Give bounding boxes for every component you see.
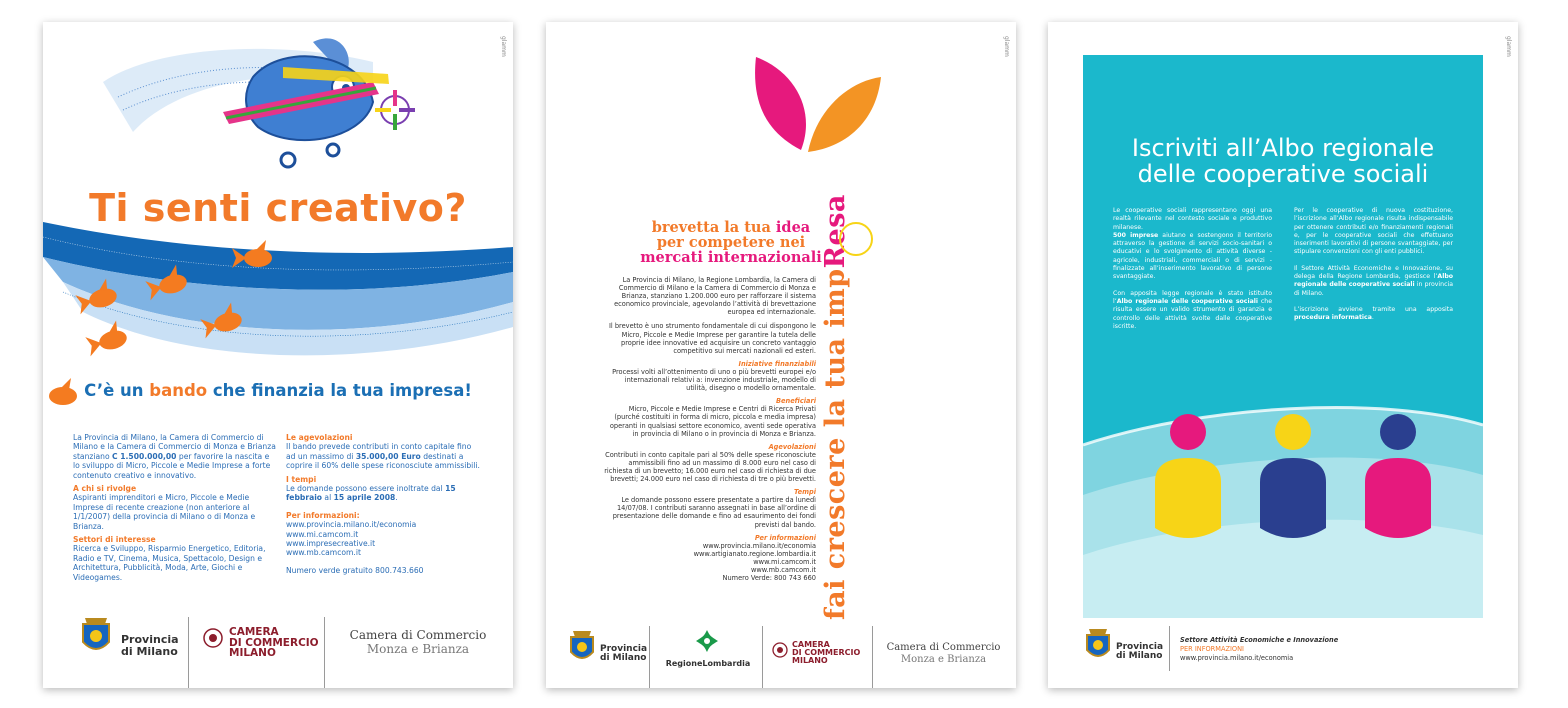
col1-p1: Le cooperative sociali rappresentano oggi una realtà rilevante nel contesto sociale e produttivo milanese.	[1113, 207, 1272, 231]
heading-info: Per informazioni:	[286, 510, 360, 520]
poster-brevetta	[546, 22, 1016, 688]
logo-camera-text: CAMERA DI COMMERCIO MILANO	[792, 640, 861, 665]
poster2-body	[604, 276, 816, 582]
link-mb-camcom[interactable]: www.mb.camcom.it	[286, 548, 361, 558]
link-mi-camcom[interactable]: www.mi.camcom.it	[286, 529, 359, 539]
logo-camera-text: CAMERA DI COMMERCIO MILANO	[229, 626, 319, 659]
link-provincia[interactable]: www.provincia.milano.it/economia	[702, 541, 816, 550]
link-mb-camcom[interactable]: www.mb.camcom.it	[750, 566, 816, 574]
text-iniziative: Processi volti all’ottenimento di uno o più brevetti europei e/o internazionali relativi a: invenzione industriale, modello di utilità, disegno o modello ornamentale.	[612, 367, 816, 393]
coat-of-arms-icon	[568, 630, 596, 664]
person-figure-icon	[1155, 414, 1221, 538]
person-figure-icon	[1260, 414, 1326, 538]
teal-panel	[1083, 55, 1483, 618]
poster3-title: Iscriviti all’Albo regionale delle cooperative sociali	[1131, 134, 1435, 188]
logo-provincia-text: Provincia di Milano	[600, 644, 648, 664]
poster3-left-column	[1113, 207, 1272, 331]
poster1-left-column	[73, 433, 278, 582]
corner-credit: glamm	[500, 36, 507, 57]
footer-link[interactable]: www.provincia.milano.it/economia	[1180, 654, 1294, 662]
link-regione[interactable]: www.artigianato.regione.lombardia.it	[693, 549, 816, 558]
text-agevolazioni: Il bando prevede contributi in conto capitale fino ad un massimo di 35.000,00 Euro destinati a coprire il 60% delle spese riconosciute ammissibili.	[286, 442, 480, 471]
text-agevolazioni: Contributi in conto capitale pari al 50% delle spese riconosciute ammissibili fino ad un massimo di 8.000 euro nel caso di richiesta di un brevetto; 16.000 euro nel caso di richiesta di due brevetti; 24.000 euro nel caso di richiesta di tre o più brevetti.	[604, 450, 816, 484]
logo-provincia-text: Provincia di Milano	[1116, 642, 1164, 662]
numero-verde: Numero Verde: 800 743 660	[722, 574, 816, 583]
heading-iniziative: Iniziative finanziabili	[738, 359, 816, 368]
text-tempi: Le domande possono essere presentate a partire da lunedì 14/07/08. I contributi saranno assegnati in base all’ordine di presentazione delle domande e fino ad esaurimento dei fondi previsti dal bando.	[612, 496, 816, 529]
poster1-subtitle: C’è un bando che finanzia la tua impresa!	[84, 381, 472, 400]
numero-verde: Numero verde gratuito 800.743.660	[286, 565, 424, 575]
person-figures	[1143, 410, 1443, 550]
link-provincia[interactable]: www.provincia.milano.it/economia	[286, 520, 417, 530]
heading-agevolazioni: Agevolazioni	[768, 442, 816, 451]
corner-credit: glamm	[1505, 36, 1512, 57]
coat-of-arms-icon	[79, 616, 113, 656]
heading-beneficiari: Beneficiari	[776, 397, 816, 406]
poster-albo-cooperative	[1048, 22, 1518, 688]
heading-tempi: Tempi	[794, 488, 816, 497]
sprout-leaf-icon	[746, 42, 886, 162]
corner-credit: glamm	[1003, 36, 1010, 57]
lombardia-rose-icon	[694, 628, 720, 654]
heading-info: Per informazioni	[754, 533, 816, 542]
logo-mb-text: Camera di Commercio Monza e Brianza	[886, 642, 1001, 665]
poster1-right-column	[286, 433, 482, 575]
poster-creativo	[43, 22, 513, 688]
logo-regione-text: RegioneLombardia	[665, 659, 751, 668]
logo-mb-text: Camera di Commercio Monza e Brianza	[349, 628, 487, 656]
text-settori: Ricerca e Sviluppo, Risparmio Energetico, Editoria, Radio e TV, Cinema, Musica, Spettacolo, Design e Architettura, Pubblicità, Moda, Arte, Giochi e Videogames.	[73, 544, 266, 582]
col2-p2: Il Settore Attività Economiche e Innovazione, su delega della Regione Lombardia, gestisce l’Albo regionale delle cooperative sociali in provincia di Milano.	[1294, 264, 1453, 297]
intro-text: La Provincia di Milano, la Camera di Commercio di Milano e la Camera di Commercio di Monza e Brianza stanziano C 1.500.000,00 per favorire la nascita e lo sviluppo di Micro, Piccole e Medie Imprese a forte contenuto creativo e innovativo.	[73, 433, 276, 480]
coat-of-arms-icon	[1084, 628, 1112, 662]
text-tempi: Le domande possono essere inoltrate dal 15 febbraio al 15 aprile 2008.	[286, 484, 456, 503]
col1-p3: Con apposita legge regionale è stato istituito l’Albo regionale delle cooperative sociali che risulta essere un valido strumento di garanzia e controllo delle attività svolte dalle cooperative iscritte.	[1113, 289, 1273, 330]
text-beneficiari: Micro, Piccole e Medie Imprese e Centri di Ricerca Privati (purché costituiti in forma di micro, piccola e media impresa) operanti in qualsiasi settore economico, aventi sede operativa in provincia di Milano o in provincia di Monza e Brianza.	[609, 405, 816, 438]
person-figure-icon	[1365, 414, 1431, 538]
col2-p1: Per le cooperative di nuova costituzione, l’iscrizione all’Albo regionale risulta indispensabile per ottenere contributi e/o finanziamenti regionali e, per le cooperative sociali che effettuano inserimenti lavorativi di persone svantaggiate, per stipulare convenzioni con gli enti pubblici.	[1294, 207, 1453, 256]
footer-info-label: PER INFORMAZIONI	[1180, 645, 1244, 653]
poster3-footer	[1180, 636, 1338, 663]
link-mi-camcom[interactable]: www.mi.camcom.it	[753, 557, 816, 566]
heading-agevolazioni: Le agevolazioni	[286, 433, 353, 442]
heading-settori: Settori di interesse	[73, 535, 156, 545]
camera-seal-icon	[772, 642, 788, 658]
poster2-headline: brevetta la tua idea per competere nei mercati internazionali	[640, 219, 822, 266]
poster1-title: Ti senti creativo?	[89, 186, 467, 230]
heading-a-chi: A chi si rivolge	[73, 484, 137, 494]
idea-ring	[839, 222, 873, 256]
poster3-right-column	[1294, 207, 1453, 323]
camera-seal-icon	[203, 628, 223, 648]
intro2-text: Il brevetto è uno strumento fondamentale di cui dispongono le Micro, Piccole e Medie Imprese per garantire la tutela delle proprie idee innovative ed acquisire un concreto vantaggio competitivo sui mercati nazionali ed esteri.	[608, 322, 816, 355]
footer-settore: Settore Attività Economiche e Innovazione	[1180, 636, 1339, 644]
col2-p3: L’iscrizione avviene tramite una apposita procedura informatica.	[1294, 305, 1453, 322]
heading-tempi: I tempi	[286, 474, 317, 484]
col1-p2: 500 imprese aiutano e sostengono il territorio attraverso la gestione di servizi socio-sanitari o educativi e lo svolgimento di attività diverse - agricole, industriali, commerciali o di servizi - finalizzate all’inserimento lavorativo di persone svantaggiate.	[1113, 231, 1273, 281]
link-impresecreative[interactable]: www.impresecreative.it	[286, 539, 376, 549]
vertical-slogan: fai crescere la tua impResa	[820, 194, 851, 620]
text-a-chi: Aspiranti imprenditori e Micro, Piccole e Medie Imprese di recente creazione (non anteriore al 1/1/2007) della provincia di Milano o di Monza e Brianza.	[73, 493, 256, 531]
logo-provincia-text: Provincia di Milano	[121, 633, 179, 658]
intro-text: La Provincia di Milano, la Regione Lombardia, la Camera di Commercio di Milano e la Camera di Commercio di Monza e Brianza, stanziano 1.200.000 euro per rafforzare il sistema economico provinciale, agevolando l’attività di brevettazione europea ed internazionale.	[614, 276, 816, 317]
